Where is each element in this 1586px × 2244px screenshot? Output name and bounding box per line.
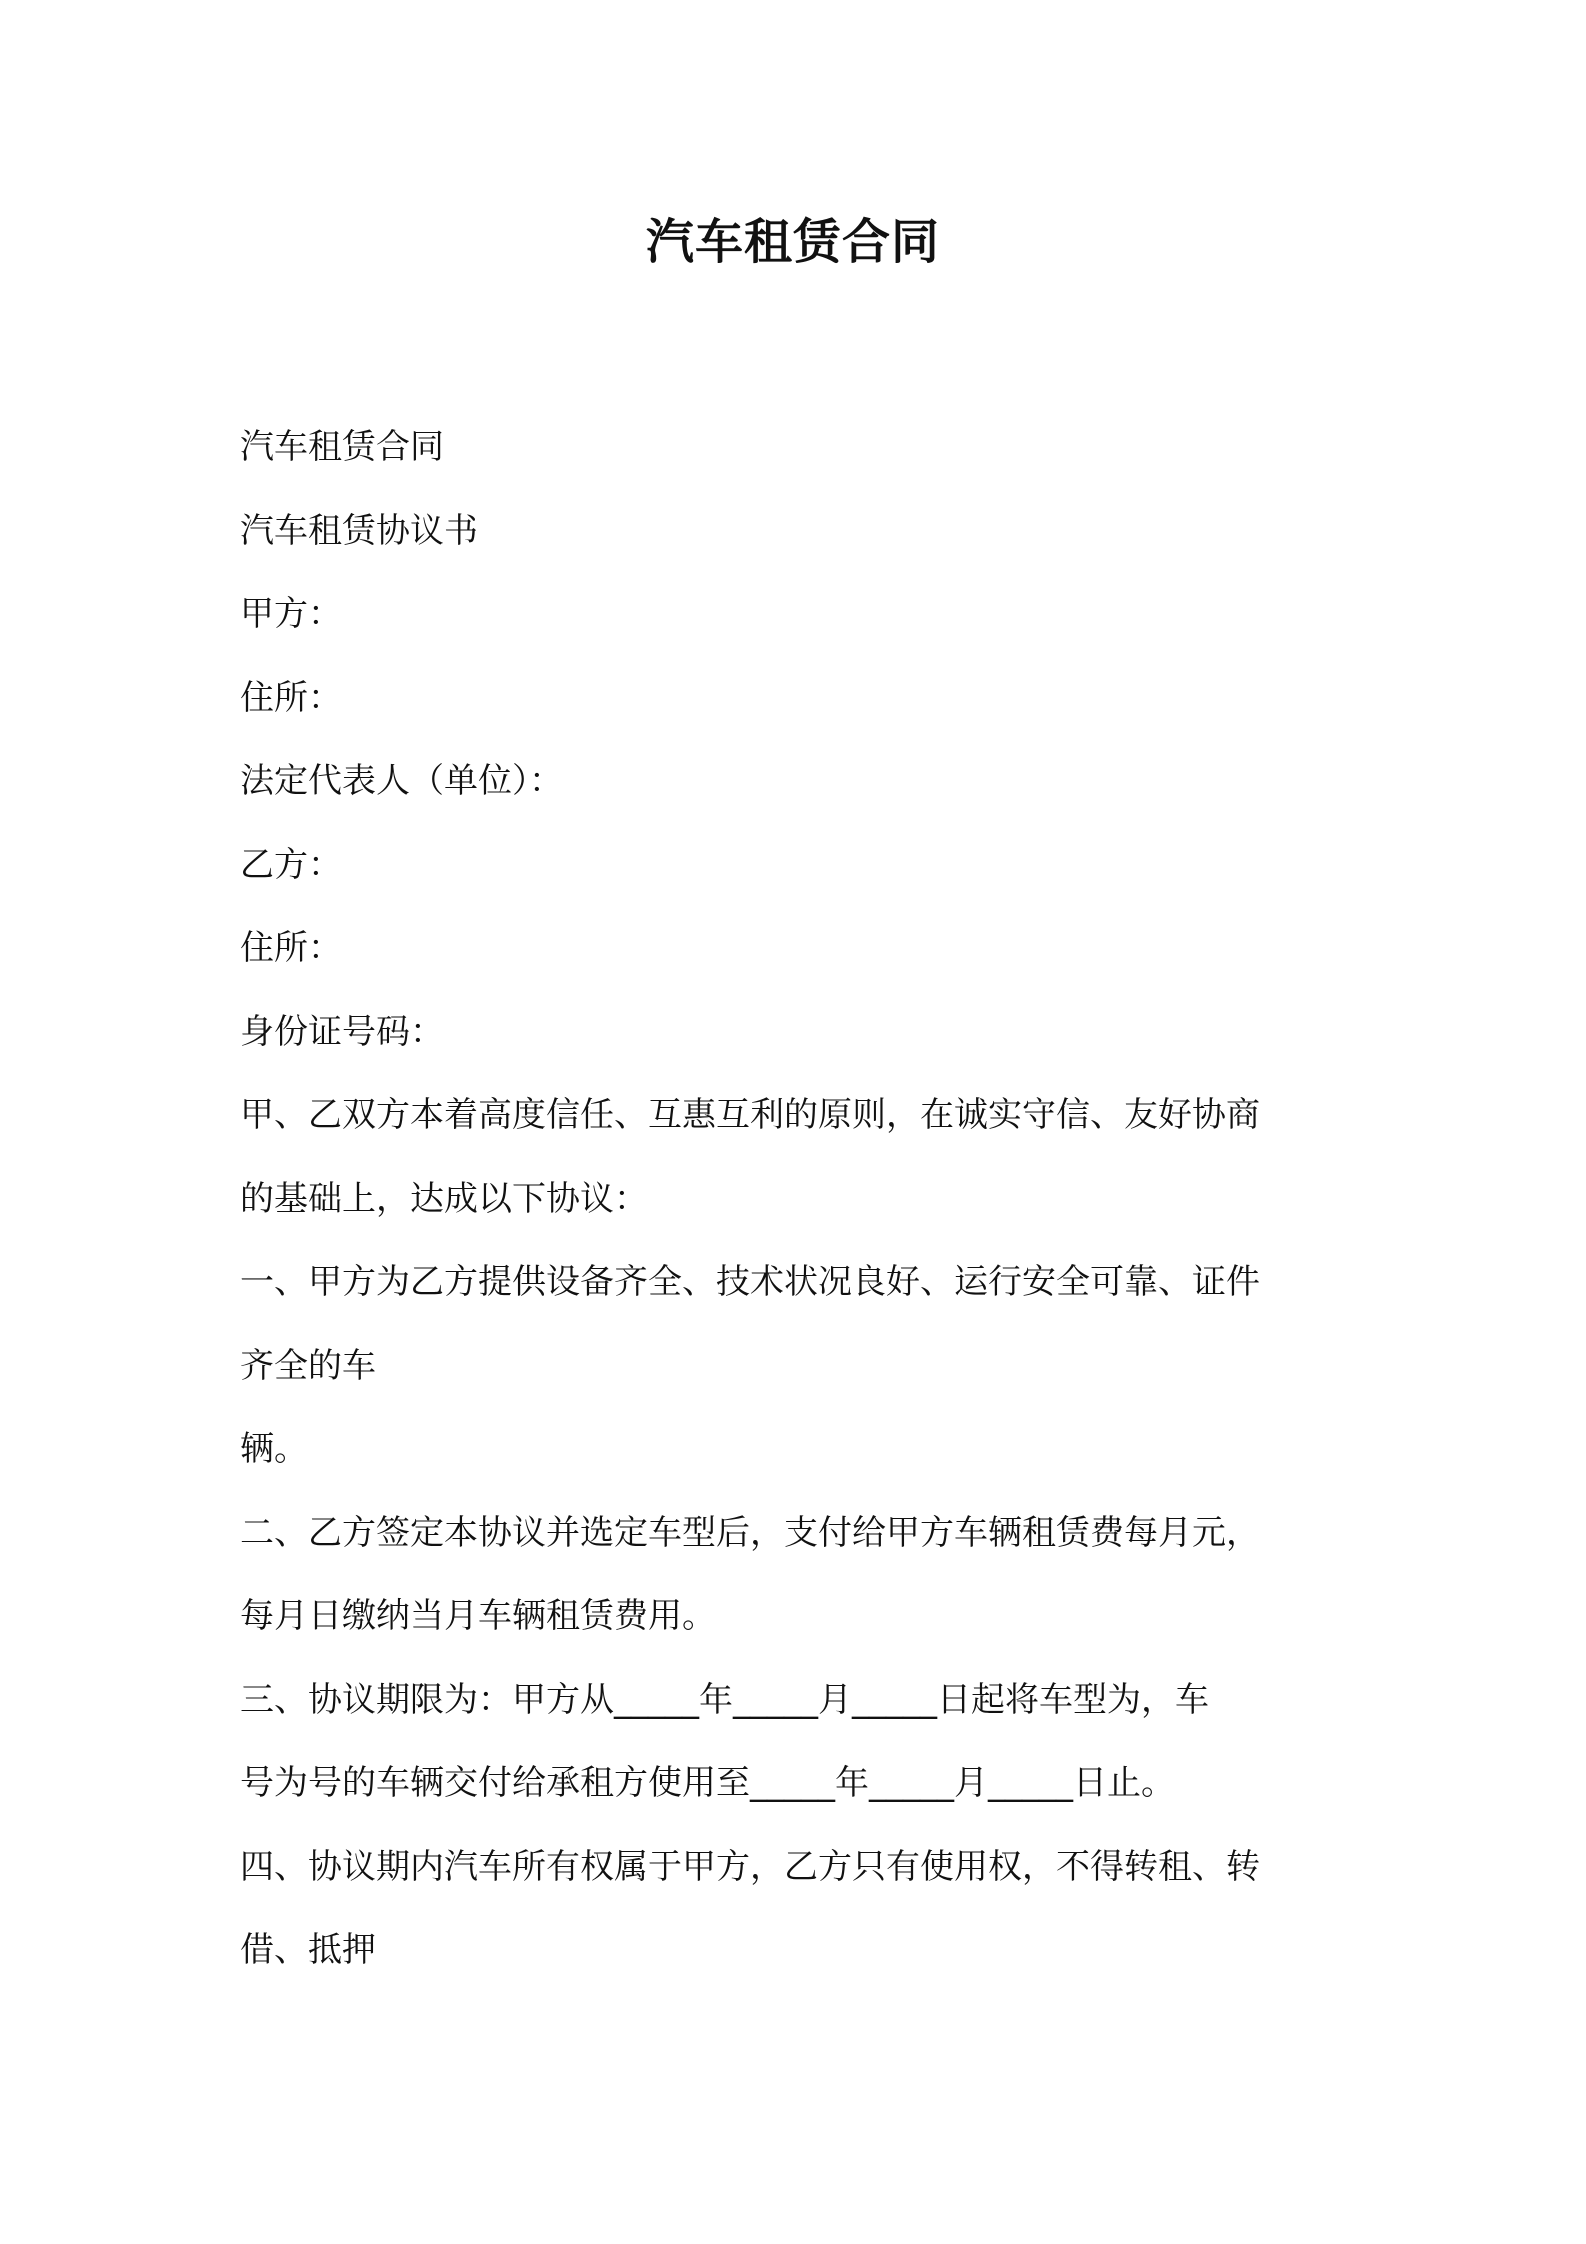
clause-3-line-1: 三、协议期限为：甲方从_____年_____月_____日起将车型为，车 (240, 1679, 1209, 1720)
preamble-line-2: 的基础上，达成以下协议： (240, 1178, 648, 1219)
party-b-line: 乙方： (240, 844, 342, 885)
agreement-name-line: 汽车租赁协议书 (240, 510, 478, 551)
document-body (240, 406, 1360, 1993)
party-b-address-line: 住所： (240, 928, 342, 968)
clause-2-line-2: 每月日缴纳当月车辆租赁费用。 (240, 1596, 716, 1636)
clause-4-line-2: 借、抵押 (240, 1930, 376, 1970)
subtitle-line: 汽车租赁合同 (240, 427, 444, 467)
id-number-line: 身份证号码： (240, 1011, 444, 1052)
clause-2-line-1: 二、乙方签定本协议并选定车型后，支付给甲方车辆租赁费每月元， (240, 1512, 1260, 1553)
preamble-line-1: 甲、乙双方本着高度信任、互惠互利的原则，在诚实守信、友好协商 (240, 1095, 1260, 1135)
clause-1-line-3: 辆。 (240, 1429, 308, 1469)
clause-1-line-1: 一、甲方为乙方提供设备齐全、技术状况良好、运行安全可靠、证件 (240, 1262, 1260, 1302)
legal-representative-line: 法定代表人（单位）： (240, 761, 563, 801)
document-title: 汽车租赁合同 (645, 214, 940, 270)
clause-3-line-2: 号为号的车辆交付给承租方使用至_____年_____月_____日止。 (240, 1763, 1175, 1803)
clause-1-line-2: 齐全的车 (240, 1345, 376, 1386)
party-a-address-line: 住所： (240, 677, 342, 718)
clause-4-line-1: 四、协议期内汽车所有权属于甲方，乙方只有使用权，不得转租、转 (240, 1846, 1260, 1887)
party-a-line: 甲方： (240, 594, 342, 634)
